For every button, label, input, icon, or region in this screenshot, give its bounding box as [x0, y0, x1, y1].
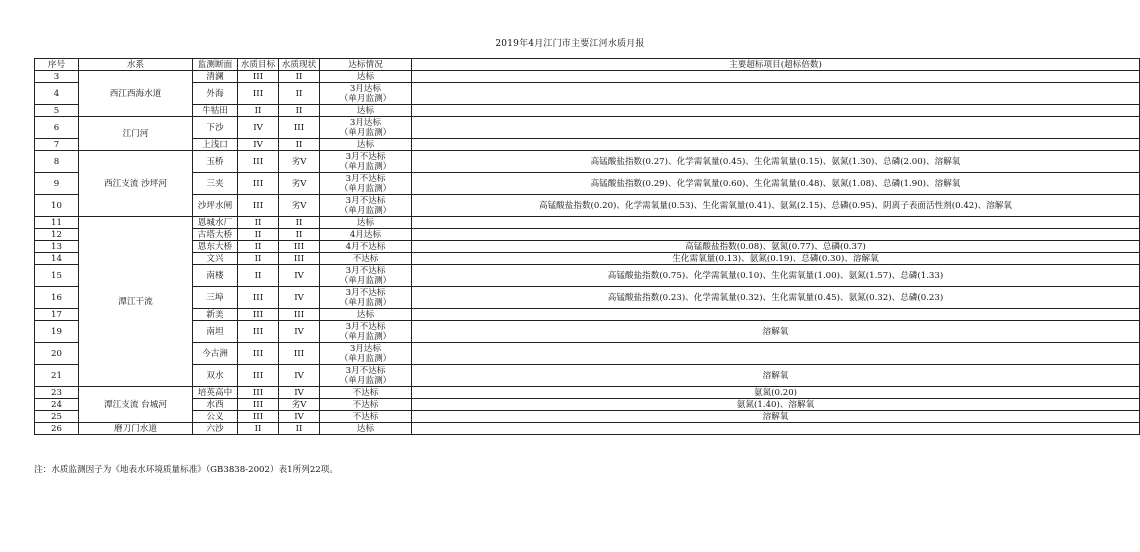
cell-no: 15	[35, 265, 79, 287]
status-line: 3月达标	[349, 117, 382, 128]
cell-exceed-items: 溶解氧	[412, 411, 1140, 423]
cell-section: 牛牯田	[193, 105, 238, 117]
cell-current: 劣V	[279, 151, 320, 173]
status-line: 3月不达标	[345, 195, 386, 206]
cell-status	[320, 287, 412, 309]
cell-no: 20	[35, 343, 79, 365]
cell-no: 17	[35, 309, 79, 321]
cell-target: II	[238, 105, 279, 117]
cell-status	[320, 117, 412, 139]
table-row	[35, 229, 1140, 241]
cell-section: 上浅口	[193, 139, 238, 151]
cell-no: 6	[35, 117, 79, 139]
status-line: 3月达标	[349, 83, 382, 94]
cell-water-system: 磨刀门水道	[79, 423, 193, 435]
cell-status	[320, 139, 412, 151]
table-body	[35, 71, 1140, 435]
cell-section: 清澜	[193, 71, 238, 83]
cell-status	[320, 411, 412, 423]
table-row	[35, 117, 1140, 139]
water-quality-table	[34, 58, 1140, 435]
cell-target: III	[238, 411, 279, 423]
table-row	[35, 83, 1140, 105]
cell-section: 新美	[193, 309, 238, 321]
table-row	[35, 217, 1140, 229]
cell-status	[320, 423, 412, 435]
cell-current: III	[279, 241, 320, 253]
cell-section: 六沙	[193, 423, 238, 435]
cell-status	[320, 241, 412, 253]
cell-target: II	[238, 423, 279, 435]
header-no: 序号	[35, 59, 79, 71]
cell-section: 双水	[193, 365, 238, 387]
status-line: 达标	[356, 105, 375, 116]
cell-current: IV	[279, 387, 320, 399]
cell-status	[320, 105, 412, 117]
cell-exceed-items	[412, 309, 1140, 321]
status-line: （单月监测）	[339, 375, 392, 386]
cell-target: III	[238, 343, 279, 365]
cell-exceed-items	[412, 71, 1140, 83]
status-line: 不达标	[352, 253, 379, 264]
cell-current: III	[279, 253, 320, 265]
cell-section: 玉桥	[193, 151, 238, 173]
status-line: 4月不达标	[345, 241, 386, 252]
table-row	[35, 105, 1140, 117]
cell-water-system: 江门河	[79, 117, 193, 151]
table-row	[35, 387, 1140, 399]
cell-exceed-items: 生化需氧量(0.13)、氨氮(0.19)、总磷(0.30)、溶解氧	[412, 253, 1140, 265]
cell-exceed-items	[412, 117, 1140, 139]
cell-exceed-items: 高锰酸盐指数(0.20)、化学需氧量(0.53)、生化需氧量(0.41)、氨氮(2.15)、总磷(0.95)、阴离子表面活性剂(0.42)、溶解氧	[412, 195, 1140, 217]
cell-status	[320, 195, 412, 217]
status-line: 4月达标	[349, 229, 382, 240]
status-line: 不达标	[352, 411, 379, 422]
cell-section: 文兴	[193, 253, 238, 265]
cell-section: 水西	[193, 399, 238, 411]
cell-current: II	[279, 423, 320, 435]
cell-current: II	[279, 71, 320, 83]
cell-target: III	[238, 287, 279, 309]
table-row	[35, 71, 1140, 83]
cell-target: III	[238, 309, 279, 321]
cell-target: IV	[238, 139, 279, 151]
status-line: 3月不达标	[345, 365, 386, 376]
cell-current: 劣V	[279, 173, 320, 195]
cell-no: 23	[35, 387, 79, 399]
cell-no: 19	[35, 321, 79, 343]
cell-no: 9	[35, 173, 79, 195]
cell-exceed-items	[412, 83, 1140, 105]
cell-target: IV	[238, 117, 279, 139]
table-row	[35, 151, 1140, 173]
cell-status	[320, 399, 412, 411]
cell-section: 恩城水厂	[193, 217, 238, 229]
cell-current: III	[279, 343, 320, 365]
status-line: 3月不达标	[345, 265, 386, 276]
cell-target: II	[238, 229, 279, 241]
cell-water-system: 西江西海水道	[79, 71, 193, 117]
cell-section: 外海	[193, 83, 238, 105]
status-line: 3月达标	[349, 343, 382, 354]
header-current: 水质现状	[279, 59, 320, 71]
cell-status	[320, 71, 412, 83]
cell-status	[320, 217, 412, 229]
cell-section: 三夹	[193, 173, 238, 195]
table-row	[35, 139, 1140, 151]
cell-status	[320, 229, 412, 241]
cell-no: 10	[35, 195, 79, 217]
cell-status	[320, 343, 412, 365]
cell-current: II	[279, 139, 320, 151]
status-line: 达标	[356, 71, 375, 82]
cell-target: III	[238, 173, 279, 195]
header-target: 水质目标	[238, 59, 279, 71]
cell-exceed-items	[412, 229, 1140, 241]
cell-no: 16	[35, 287, 79, 309]
cell-target: II	[238, 265, 279, 287]
status-line: （单月监测）	[339, 275, 392, 286]
footnote: 注：水质监测因子为《地表水环境质量标准》（GB3838-2002）表1所列22项。	[34, 465, 338, 475]
table-row	[35, 309, 1140, 321]
status-line: （单月监测）	[339, 127, 392, 138]
cell-current: II	[279, 105, 320, 117]
cell-section: 公义	[193, 411, 238, 423]
cell-current: III	[279, 309, 320, 321]
cell-section: 沙坪水闸	[193, 195, 238, 217]
cell-water-system: 潭江干流	[79, 217, 193, 387]
cell-current: II	[279, 229, 320, 241]
cell-exceed-items: 高锰酸盐指数(0.08)、氨氮(0.77)、总磷(0.37)	[412, 241, 1140, 253]
status-line: （单月监测）	[339, 183, 392, 194]
cell-target: III	[238, 151, 279, 173]
cell-target: III	[238, 399, 279, 411]
status-line: （单月监测）	[339, 331, 392, 342]
cell-current: 劣V	[279, 399, 320, 411]
header-items: 主要超标项目(超标倍数)	[412, 59, 1140, 71]
cell-exceed-items: 高锰酸盐指数(0.75)、化学需氧量(0.10)、生化需氧量(1.00)、氨氮(1.57)、总磷(1.33)	[412, 265, 1140, 287]
status-line: 3月不达标	[345, 173, 386, 184]
table-row	[35, 411, 1140, 423]
cell-no: 4	[35, 83, 79, 105]
status-line: 3月不达标	[345, 287, 386, 298]
cell-current: II	[279, 217, 320, 229]
table-row	[35, 253, 1140, 265]
cell-target: III	[238, 71, 279, 83]
cell-no: 26	[35, 423, 79, 435]
cell-exceed-items: 氨氮(0.20)	[412, 387, 1140, 399]
status-line: （单月监测）	[339, 205, 392, 216]
cell-current: 劣V	[279, 195, 320, 217]
cell-no: 3	[35, 71, 79, 83]
cell-target: III	[238, 321, 279, 343]
cell-target: III	[238, 83, 279, 105]
cell-current: IV	[279, 287, 320, 309]
table-row	[35, 365, 1140, 387]
status-line: 达标	[356, 217, 375, 228]
cell-exceed-items	[412, 423, 1140, 435]
cell-section: 南楼	[193, 265, 238, 287]
cell-status	[320, 83, 412, 105]
cell-section: 今古洲	[193, 343, 238, 365]
cell-exceed-items: 高锰酸盐指数(0.23)、化学需氧量(0.32)、生化需氧量(0.45)、氨氮(0.32)、总磷(0.23)	[412, 287, 1140, 309]
cell-target: II	[238, 241, 279, 253]
cell-section: 下沙	[193, 117, 238, 139]
cell-current: IV	[279, 321, 320, 343]
cell-no: 7	[35, 139, 79, 151]
status-line: 达标	[356, 309, 375, 320]
table-row	[35, 287, 1140, 309]
table-row	[35, 399, 1140, 411]
cell-status	[320, 265, 412, 287]
cell-section: 古塔大桥	[193, 229, 238, 241]
header-status: 达标情况	[320, 59, 412, 71]
header-section: 监测断面	[193, 59, 238, 71]
cell-water-system: 西江支流 沙坪河	[79, 151, 193, 217]
table-row	[35, 265, 1140, 287]
cell-target: II	[238, 217, 279, 229]
cell-current: IV	[279, 411, 320, 423]
cell-status	[320, 309, 412, 321]
cell-target: III	[238, 195, 279, 217]
table-row	[35, 241, 1140, 253]
cell-exceed-items: 高锰酸盐指数(0.27)、化学需氧量(0.45)、生化需氧量(0.15)、氨氮(1.30)、总磷(2.00)、溶解氧	[412, 151, 1140, 173]
cell-no: 13	[35, 241, 79, 253]
table-row	[35, 423, 1140, 435]
cell-exceed-items: 溶解氧	[412, 321, 1140, 343]
cell-exceed-items: 溶解氧	[412, 365, 1140, 387]
cell-no: 25	[35, 411, 79, 423]
cell-section: 恩东大桥	[193, 241, 238, 253]
header-system: 水系	[79, 59, 193, 71]
cell-target: II	[238, 253, 279, 265]
status-line: （单月监测）	[339, 353, 392, 364]
cell-water-system: 潭江支流 台城河	[79, 387, 193, 423]
cell-status	[320, 253, 412, 265]
cell-no: 21	[35, 365, 79, 387]
cell-no: 11	[35, 217, 79, 229]
cell-no: 12	[35, 229, 79, 241]
cell-status	[320, 173, 412, 195]
cell-exceed-items	[412, 139, 1140, 151]
cell-no: 5	[35, 105, 79, 117]
report-title: 2019年4月江门市主要江河水质月报	[495, 39, 645, 49]
cell-no: 14	[35, 253, 79, 265]
cell-exceed-items	[412, 105, 1140, 117]
status-line: （单月监测）	[339, 297, 392, 308]
table-row	[35, 343, 1140, 365]
status-line: 3月不达标	[345, 321, 386, 332]
cell-status	[320, 387, 412, 399]
cell-exceed-items: 高锰酸盐指数(0.29)、化学需氧量(0.60)、生化需氧量(0.48)、氨氮(1.08)、总磷(1.90)、溶解氧	[412, 173, 1140, 195]
status-line: 不达标	[352, 387, 379, 398]
cell-status	[320, 151, 412, 173]
table-header-row	[35, 59, 1140, 71]
cell-no: 24	[35, 399, 79, 411]
cell-exceed-items	[412, 343, 1140, 365]
cell-target: III	[238, 387, 279, 399]
cell-exceed-items	[412, 217, 1140, 229]
cell-current: IV	[279, 365, 320, 387]
cell-status	[320, 321, 412, 343]
status-line: （单月监测）	[339, 161, 392, 172]
table-row	[35, 173, 1140, 195]
table-row	[35, 321, 1140, 343]
cell-section: 培英高中	[193, 387, 238, 399]
table-row	[35, 195, 1140, 217]
status-line: 不达标	[352, 399, 379, 410]
status-line: （单月监测）	[339, 93, 392, 104]
cell-exceed-items: 氨氮(1.40)、溶解氧	[412, 399, 1140, 411]
status-line: 达标	[356, 423, 375, 434]
cell-section: 三埠	[193, 287, 238, 309]
cell-status	[320, 365, 412, 387]
cell-current: IV	[279, 265, 320, 287]
cell-target: III	[238, 365, 279, 387]
status-line: 3月不达标	[345, 151, 386, 162]
cell-current: III	[279, 117, 320, 139]
status-line: 达标	[356, 139, 375, 150]
cell-section: 南坦	[193, 321, 238, 343]
cell-no: 8	[35, 151, 79, 173]
cell-current: II	[279, 83, 320, 105]
